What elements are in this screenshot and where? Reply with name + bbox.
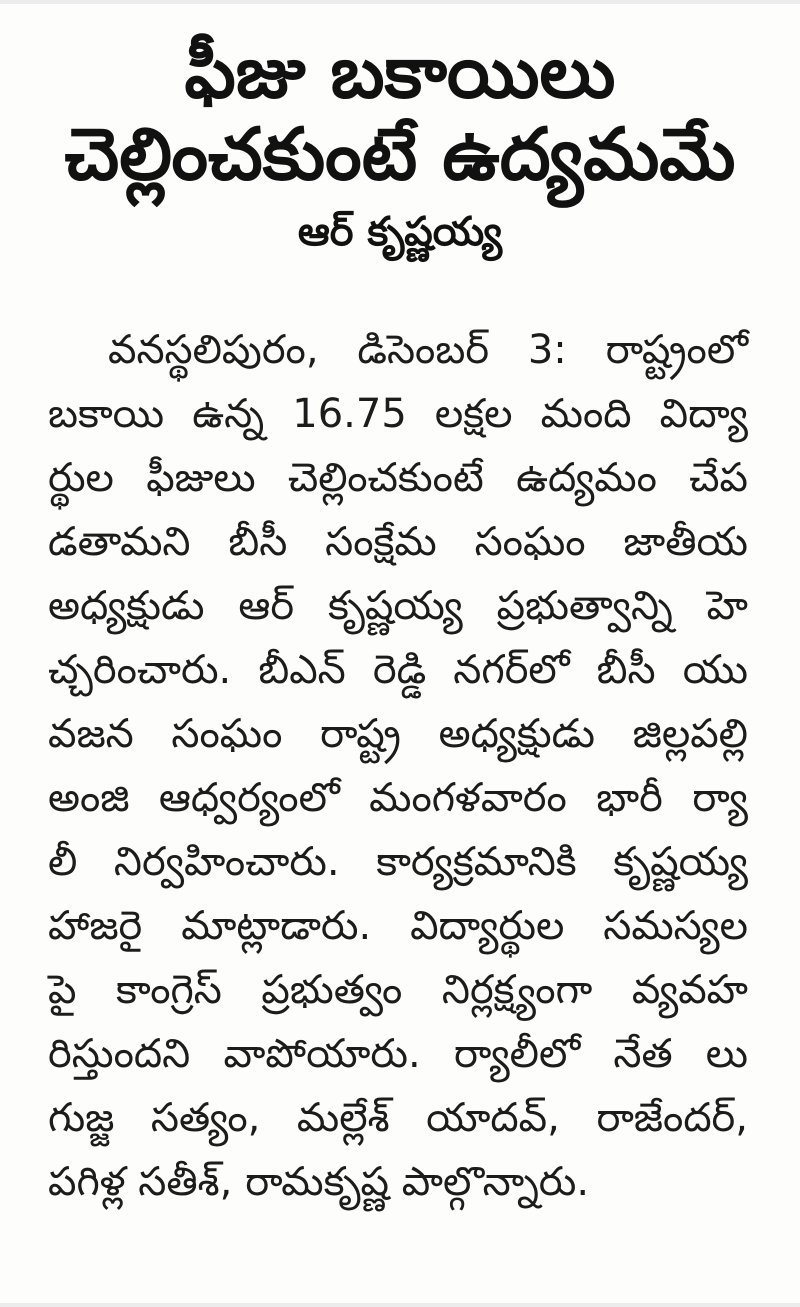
body-line: వనస్థలిపురం, డిసెంబర్ 3: రాష్ట్రంలో bbox=[108, 327, 748, 373]
body-line: చ్చరించారు. బీఎన్ రెడ్డి నగర్‌లో బీసీ యు bbox=[48, 647, 748, 693]
body-line: డతామని బీసీ సంక్షేమ సంఘం జాతీయ bbox=[48, 519, 748, 565]
body-line: ర్థుల ఫీజులు చెల్లించకుంటే ఉద్యమం చేప bbox=[48, 455, 748, 501]
headline-line-2: చెల్లించకుంటే ఉద్యమమే bbox=[64, 112, 736, 196]
scan-edge-top bbox=[0, 0, 800, 4]
body-line: రిస్తుందని వాపోయారు. ర్యాలీలో నేత లు bbox=[48, 1031, 748, 1077]
headline-line-1: ఫీజు బకాయిలు bbox=[184, 30, 616, 114]
body-line: లీ నిర్వహించారు. కార్యక్రమానికి కృష్ణయ్య bbox=[48, 839, 748, 885]
body-line: అంజి ఆధ్వర్యంలో మంగళవారం భారీ ర్యా bbox=[48, 775, 748, 821]
byline: ఆర్ కృష్ణయ్య bbox=[297, 209, 503, 255]
body-line: పై కాంగ్రెస్ ప్రభుత్వం నిర్లక్ష్యంగా వ్యవహ bbox=[48, 967, 748, 1013]
body-line: హాజరై మాట్లాడారు. విద్యార్థుల సమస్యల bbox=[48, 903, 748, 949]
article-body bbox=[48, 318, 748, 1214]
scan-edge-bottom bbox=[0, 1303, 800, 1307]
body-line: అధ్యక్షుడు ఆర్ కృష్ణయ్య ప్రభుత్వాన్ని హె bbox=[48, 583, 748, 629]
body-line: వజన సంఘం రాష్ట్ర అధ్యక్షుడు జిల్లపల్లి bbox=[48, 711, 748, 757]
body-line: గుజ్జ సత్యం, మల్లేశ్ యాదవ్, రాజేందర్, bbox=[48, 1095, 748, 1141]
body-line: పగిళ్ల సతీశ్, రామకృష్ణ పాల్గొన్నారు. bbox=[48, 1159, 590, 1205]
body-line: బకాయి ఉన్న 16.75 లక్షల మంది విద్యా bbox=[48, 391, 748, 437]
